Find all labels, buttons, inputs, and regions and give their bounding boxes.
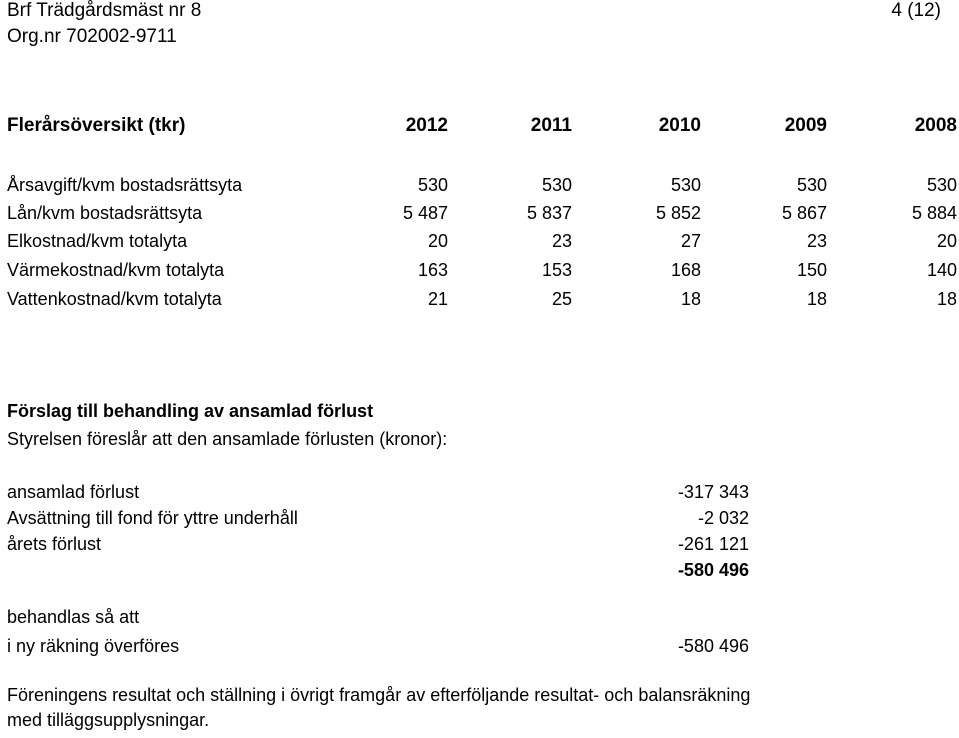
loss-item [7,505,749,531]
carry-forward-value: -580 496 [677,636,749,656]
table-row [7,199,957,227]
loss-item-label: ansamlad förlust [7,482,140,502]
loss-item [7,531,749,557]
year-header: 2010 [658,115,701,136]
year-header: 2012 [405,115,448,136]
cell-value: 530 [541,175,572,195]
loss-item [7,479,749,505]
cell-value: 153 [541,260,572,280]
row-label: Vattenkostnad/kvm totalyta [7,289,222,309]
cell-value: 530 [670,175,701,195]
cell-value: 20 [427,231,448,251]
row-label: Elkostnad/kvm totalyta [7,231,188,251]
cell-value: 20 [936,231,957,251]
page-number: 4 (12) [891,0,941,21]
year-header: 2011 [530,115,572,136]
year-header: 2009 [784,115,827,136]
cell-value: 5 884 [911,203,957,223]
loss-item-value: -2 032 [697,508,749,528]
cell-value: 5 487 [402,203,448,223]
row-label: Årsavgift/kvm bostadsrättsyta [7,175,243,195]
loss-item-label: årets förlust [7,534,102,554]
cell-value: 5 852 [655,203,701,223]
cell-value: 23 [551,231,572,251]
cell-value: 23 [806,231,827,251]
cell-value: 18 [806,289,827,309]
cell-value: 530 [417,175,448,195]
cell-value: 530 [796,175,827,195]
cell-value: 5 837 [526,203,572,223]
table-title: Flerårsöversikt (tkr) [7,115,186,136]
loss-total: -580 496 [677,560,749,580]
org-number: Org.nr 702002-9711 [7,26,177,47]
table-header-row [7,112,957,140]
row-label: Lån/kvm bostadsrättsyta [7,203,203,223]
proposal-title: Förslag till behandling av ansamlad förlust [7,401,374,421]
company-name: Brf Trädgårdsmäst nr 8 [7,0,202,21]
loss-item-value: -261 121 [677,534,749,554]
cell-value: 18 [936,289,957,309]
handled-label: behandlas så att [7,607,140,627]
cell-value: 21 [427,289,448,309]
table-row [7,171,957,199]
year-header: 2008 [914,115,957,136]
footer-line-2: med tilläggsupplysningar. [7,710,210,730]
loss-item-label: Avsättning till fond för yttre underhåll [7,508,298,528]
cell-value: 18 [680,289,701,309]
footer-line-1: Föreningens resultat och ställning i övrigt framgår av efterföljande resultat- och balansräkning [7,685,751,705]
cell-value: 150 [796,260,827,280]
proposal-intro: Styrelsen föreslår att den ansamlade förlusten (kronor): [7,429,448,449]
cell-value: 25 [551,289,572,309]
table-row [7,285,957,313]
table-row [7,256,957,284]
row-label: Värmekostnad/kvm totalyta [7,260,225,280]
carry-forward-label: i ny räkning överföres [7,636,180,656]
loss-item-value: -317 343 [677,482,749,502]
cell-value: 168 [670,260,701,280]
table-row [7,227,957,255]
cell-value: 27 [680,231,701,251]
cell-value: 5 867 [781,203,827,223]
carry-forward-row [7,633,749,659]
cell-value: 163 [417,260,448,280]
cell-value: 140 [926,260,957,280]
loss-total-row [7,557,749,583]
cell-value: 530 [926,175,957,195]
